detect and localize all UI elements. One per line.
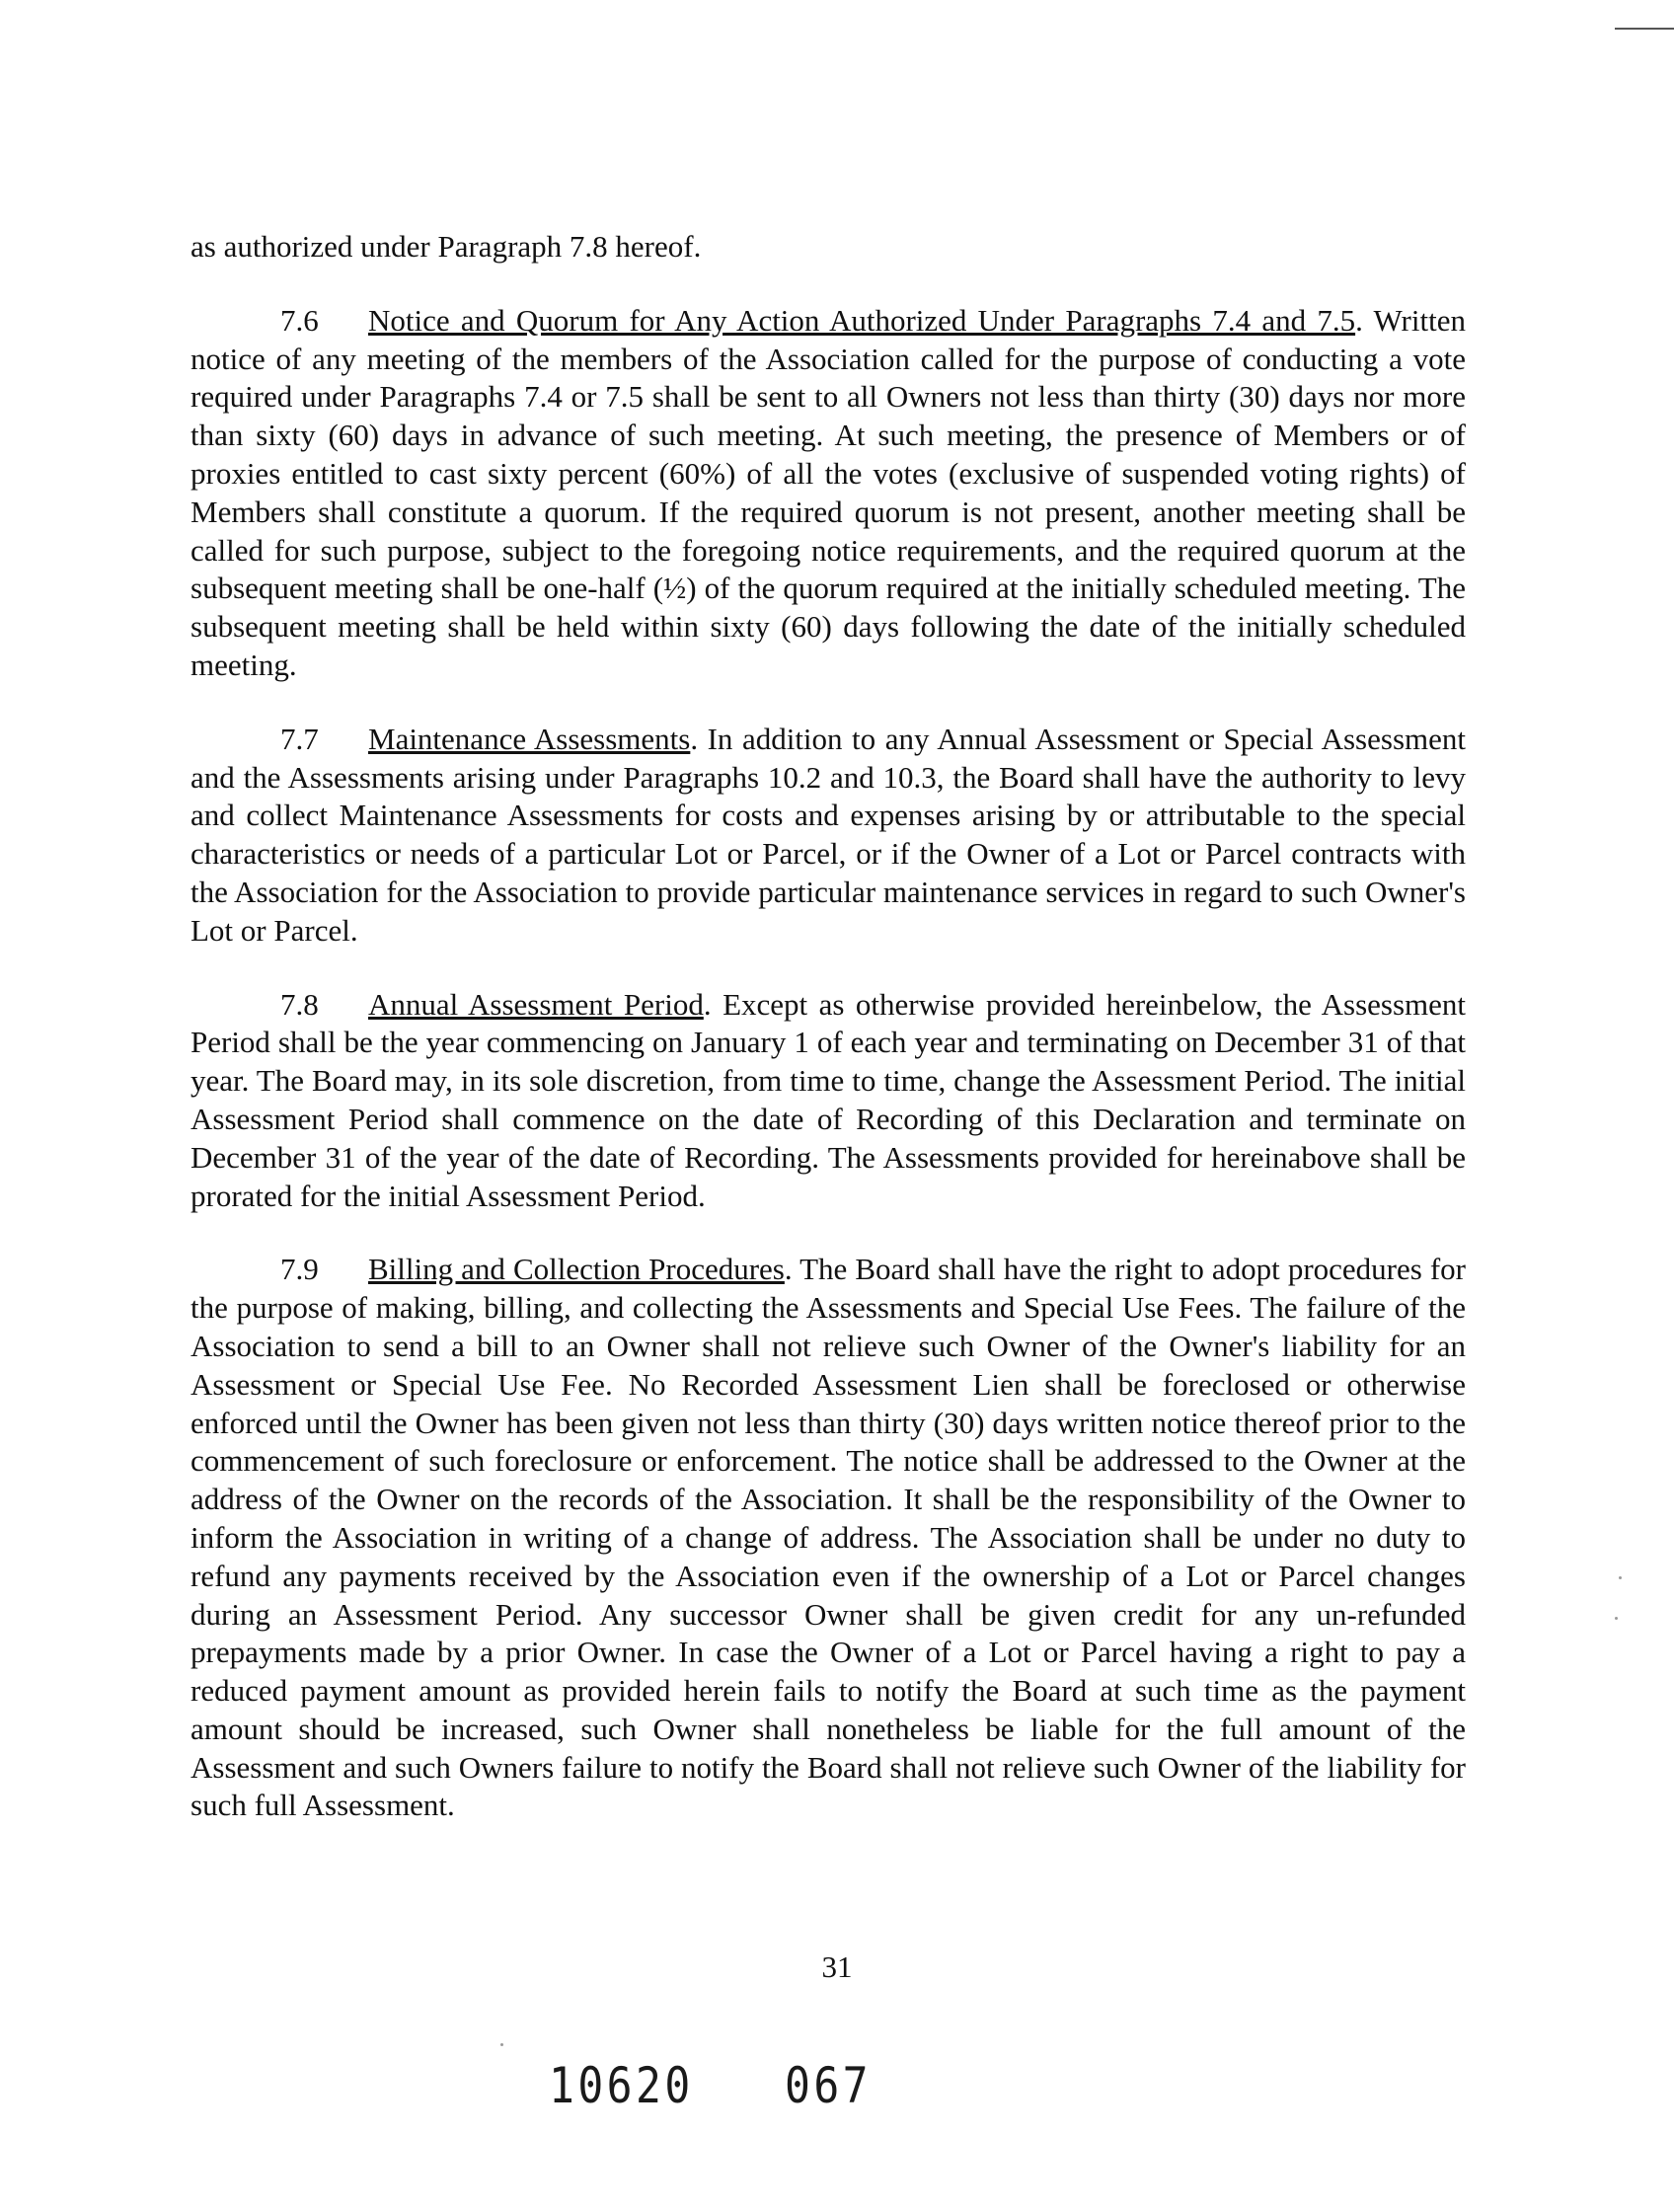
section-7-8 [190,986,1466,1216]
section-heading: Annual Assessment Period [368,986,704,1022]
section-7-9 [190,1251,1466,1825]
section-paragraph [190,986,1466,1216]
intro-line: as authorized under Paragraph 7.8 hereof. [190,229,702,264]
recording-page-number: 067 [785,2057,872,2114]
section-body: Written notice of any meeting of the members of the Association called for the purpose of conducting a vote required under Paragraphs 7.4 or 7.5 shall be sent to all Owners not less than thirty (30) days nor more than sixty (60) days in advance of such meeting. At such meeting, the presence of Members or of proxies entitled to cast sixty percent (60%) of all the votes (exclusive of suspended voting rights) of Members shall constitute a quorum. If the required quorum is not present, another meeting shall be called for such purpose, subject to the foregoing notice requirements, and the required quorum at the subsequent meeting shall be one-half (½) of the quorum required at the initially scheduled meeting. The subsequent meeting shall be held within sixty (60) days following the date of the initially scheduled meeting. [190,302,1466,682]
section-body: The Board shall have the right to adopt procedures for the purpose of making, billing, and collecting the Assessments and Special Use Fees. The failure of the Association to send a bill to an Owner shall not relieve such Owner of the Owner's liability for an Assessment or Special Use Fee. No Recorded Assessment Lien shall be foreclosed or otherwise enforced until the Owner has been given not less than thirty (30) days written notice thereof prior to the commencement of such foreclosure or enforcement. The notice shall be addressed to the Owner at the address of the Owner on the records of the Association. It shall be the responsibility of the Owner to inform the Association in writing of a change of address. The Association shall be under no duty to refund any payments received by the Association even if the ownership of a Lot or Parcel changes during an Assessment Period. Any successor Owner shall be given credit for any un-refunded prepayments made by a prior Owner. In case the Owner of a Lot or Parcel having a right to pay a reduced payment amount as provided herein fails to notify the Board at such time as the payment amount should be increased, such Owner shall nonetheless be liable for the full amount of the Assessment and such Owners failure to notify the Board shall not relieve such Owner of the liability for such full Assessment. [190,1252,1466,1823]
scan-speck [1615,1617,1618,1620]
section-heading: Maintenance Assessments [368,721,691,756]
section-paragraph [190,302,1466,685]
section-number: 7.9 [280,1252,319,1287]
section-heading-period: . [690,721,699,756]
section-heading-period: . [784,1252,793,1287]
section-7-6 [190,302,1466,685]
section-heading-period: . [1355,302,1363,338]
section-number: 7.6 [280,302,319,338]
section-body: Except as otherwise provided hereinbelow, the Assessment Period shall be the year commencing on January 1 of each year and terminating on December 31 of that year. The Board may, in its sole discretion, from time to time, change the Assessment Period. The initial Assessment Period shall commence on the date of Recording of this Declaration and terminate on December 31 of the year of the date of Recording. The Assessments provided for hereinabove shall be prorated for the initial Assessment Period. [190,986,1467,1213]
section-heading: Notice and Quorum for Any Action Authorized Under Paragraphs 7.4 and 7.5 [368,302,1356,338]
section-number: 7.8 [280,986,319,1022]
page-number: 31 [821,1949,853,1984]
section-paragraph [190,721,1466,951]
document-body [190,228,1466,1861]
recording-book-number: 10620 [549,2057,694,2114]
section-number: 7.7 [280,721,319,756]
scan-edge-mark [1615,28,1674,30]
section-heading: Billing and Collection Procedures [368,1252,785,1287]
section-heading-period: . [703,986,712,1022]
section-body: In addition to any Annual Assessment or Special Assessment and the Assessments arising under Paragraphs 10.2 and 10.3, the Board shall have the authority to levy and collect Maintenance Assessments for costs and expenses arising by or attributable to the special characteristics or needs of a particular Lot or Parcel, or if the Owner of a Lot or Parcel contracts with the Association for the Association to provide particular maintenance services in regard to such Owner's Lot or Parcel. [190,721,1466,948]
section-7-7 [190,721,1466,951]
section-paragraph [190,1251,1466,1825]
scan-speck [500,2043,503,2046]
scan-speck [1619,1576,1622,1579]
